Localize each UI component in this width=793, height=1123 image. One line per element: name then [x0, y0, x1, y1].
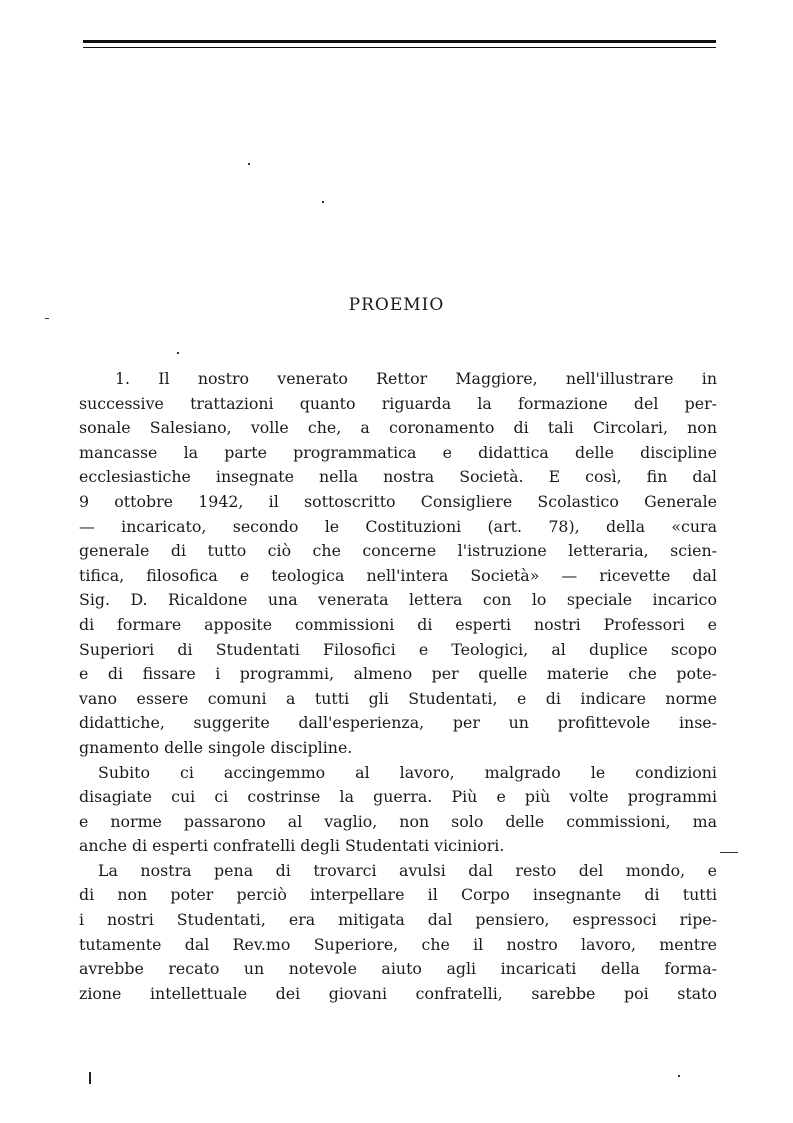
scan-speck [45, 318, 49, 319]
text-line: 1. Il nostro venerato Rettor Maggiore, nell'illustrare in [115, 369, 717, 388]
text-line: Subito ci accingemmo al lavoro, malgrado le condizioni [98, 762, 717, 782]
text-line: successive trattazioni quanto riguarda la formazione del per- [79, 393, 717, 413]
text-line: Sig. D. Ricaldone una venerata lettera con lo speciale incarico [79, 590, 717, 610]
page-mark [89, 1072, 91, 1084]
text-line: vano essere comuni a tutti gli Studentati, e di indicare norme [79, 688, 717, 708]
page-title: PROEMIO [348, 295, 445, 315]
text-line: i nostri Studentati, era mitigata dal pensiero, espressoci ripe- [79, 910, 717, 930]
text-line: e norme passarono al vaglio, non solo delle commissioni, ma [79, 811, 717, 831]
text-line: generale di tutto ciò che concerne l'istruzione letteraria, scien- [79, 541, 717, 561]
top-rule-thin [83, 47, 716, 48]
text-line: tutamente dal Rev.mo Superiore, che il nostro lavoro, mentre [79, 934, 717, 954]
text-line: ecclesiastiche insegnate nella nostra Società. E così, fin dal [79, 467, 717, 487]
text-line: di formare apposite commissioni di esperti nostri Professori e [79, 614, 717, 634]
text-line: e di fissare i programmi, almeno per quelle materie che pote- [79, 664, 717, 684]
text-line: anche di esperti confratelli degli Studentati viciniori. [79, 836, 505, 856]
text-line: di non poter perciò interpellare il Corpo insegnante di tutti [79, 885, 717, 905]
text-line: disagiate cui ci costrinse la guerra. Più e più volte programmi [79, 787, 717, 807]
text-line: didattiche, suggerite dall'esperienza, per un profittevole inse- [79, 713, 717, 733]
text-line: gnamento delle singole discipline. [79, 737, 353, 757]
scan-speck [177, 352, 179, 354]
top-rule-thick [83, 40, 716, 43]
text-line: 9 ottobre 1942, il sottoscritto Consigliere Scolastico Generale [79, 491, 717, 511]
text-line: Superiori di Studentati Filosofici e Teologici, al duplice scopo [79, 639, 717, 659]
body-text [79, 367, 717, 1006]
text-line: — incaricato, secondo le Costituzioni (art. 78), della «cura [79, 516, 717, 536]
scan-speck [720, 852, 738, 853]
text-line: sonale Salesiano, volle che, a coronamento di tali Circolari, non [79, 418, 717, 438]
text-line: avrebbe recato un notevole aiuto agli incaricati della forma- [79, 959, 717, 979]
text-line: tifica, filosofica e teologica nell'intera Società» — ricevette dal [79, 565, 717, 585]
scan-speck [248, 163, 250, 165]
scan-speck [322, 201, 324, 203]
scan-speck [678, 1075, 680, 1077]
text-line: zione intellettuale dei giovani confratelli, sarebbe poi stato [79, 983, 717, 1003]
text-line: mancasse la parte programmatica e didattica delle discipline [79, 442, 717, 462]
text-line: La nostra pena di trovarci avulsi dal resto del mondo, e [98, 860, 717, 880]
